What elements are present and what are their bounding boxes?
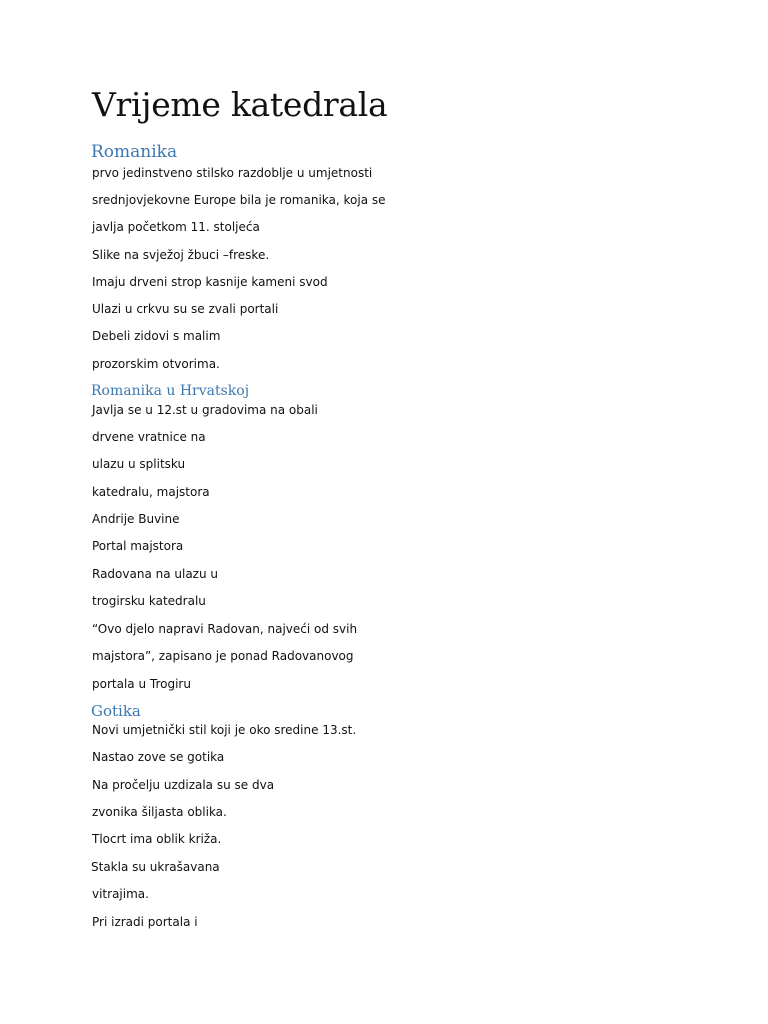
section-heading-romanika-u-hrvatskoj: Romanika u Hrvatskoj [91,383,250,399]
text-line: Pri izradi portala i [92,915,198,929]
text-line: Novi umjetnički stil koji je oko sredine 13.st. [92,723,357,737]
text-line: Portal majstora [92,539,184,553]
text-line: Slike na svježoj žbuci –freske. [92,248,270,262]
text-line: Na pročelju uzdizala su se dva [92,778,275,792]
text-line: Ulazi u crkvu su se zvali portali [92,302,279,316]
text-line: srednjovjekovne Europe bila je romanika, koja se [92,193,386,207]
text-line: Tlocrt ima oblik križa. [92,832,222,846]
text-line: “Ovo djelo napravi Radovan, najveći od svih [92,622,358,636]
text-line: Imaju drveni strop kasnije kameni svod [92,275,328,289]
text-line: prozorskim otvorima. [92,357,220,371]
section-heading-gotika: Gotika [91,702,141,720]
text-line: Debeli zidovi s malim [92,329,221,343]
text-line: drvene vratnice na [92,430,206,444]
text-line: portala u Trogiru [92,677,191,691]
text-line: javlja početkom 11. stoljeća [92,220,260,234]
text-line: Andrije Buvine [92,512,180,526]
text-line: trogirsku katedralu [92,594,206,608]
text-line: prvo jedinstveno stilsko razdoblje u umjetnosti [92,166,373,180]
text-line: Javlja se u 12.st u gradovima na obali [92,403,318,417]
text-line: Radovana na ulazu u [92,567,219,581]
text-line: ulazu u splitsku [92,457,186,471]
text-line: zvonika šiljasta oblika. [92,805,227,819]
section-heading-romanika: Romanika [91,142,178,162]
text-line: vitrajima. [92,887,149,901]
text-line: katedralu, majstora [92,485,210,499]
document-title: Vrijeme katedrala [92,85,388,124]
text-line: Stakla su ukrašavana [91,860,220,874]
text-line: Nastao zove se gotika [92,750,225,764]
text-line: majstora”, zapisano je ponad Radovanovog [92,649,354,663]
